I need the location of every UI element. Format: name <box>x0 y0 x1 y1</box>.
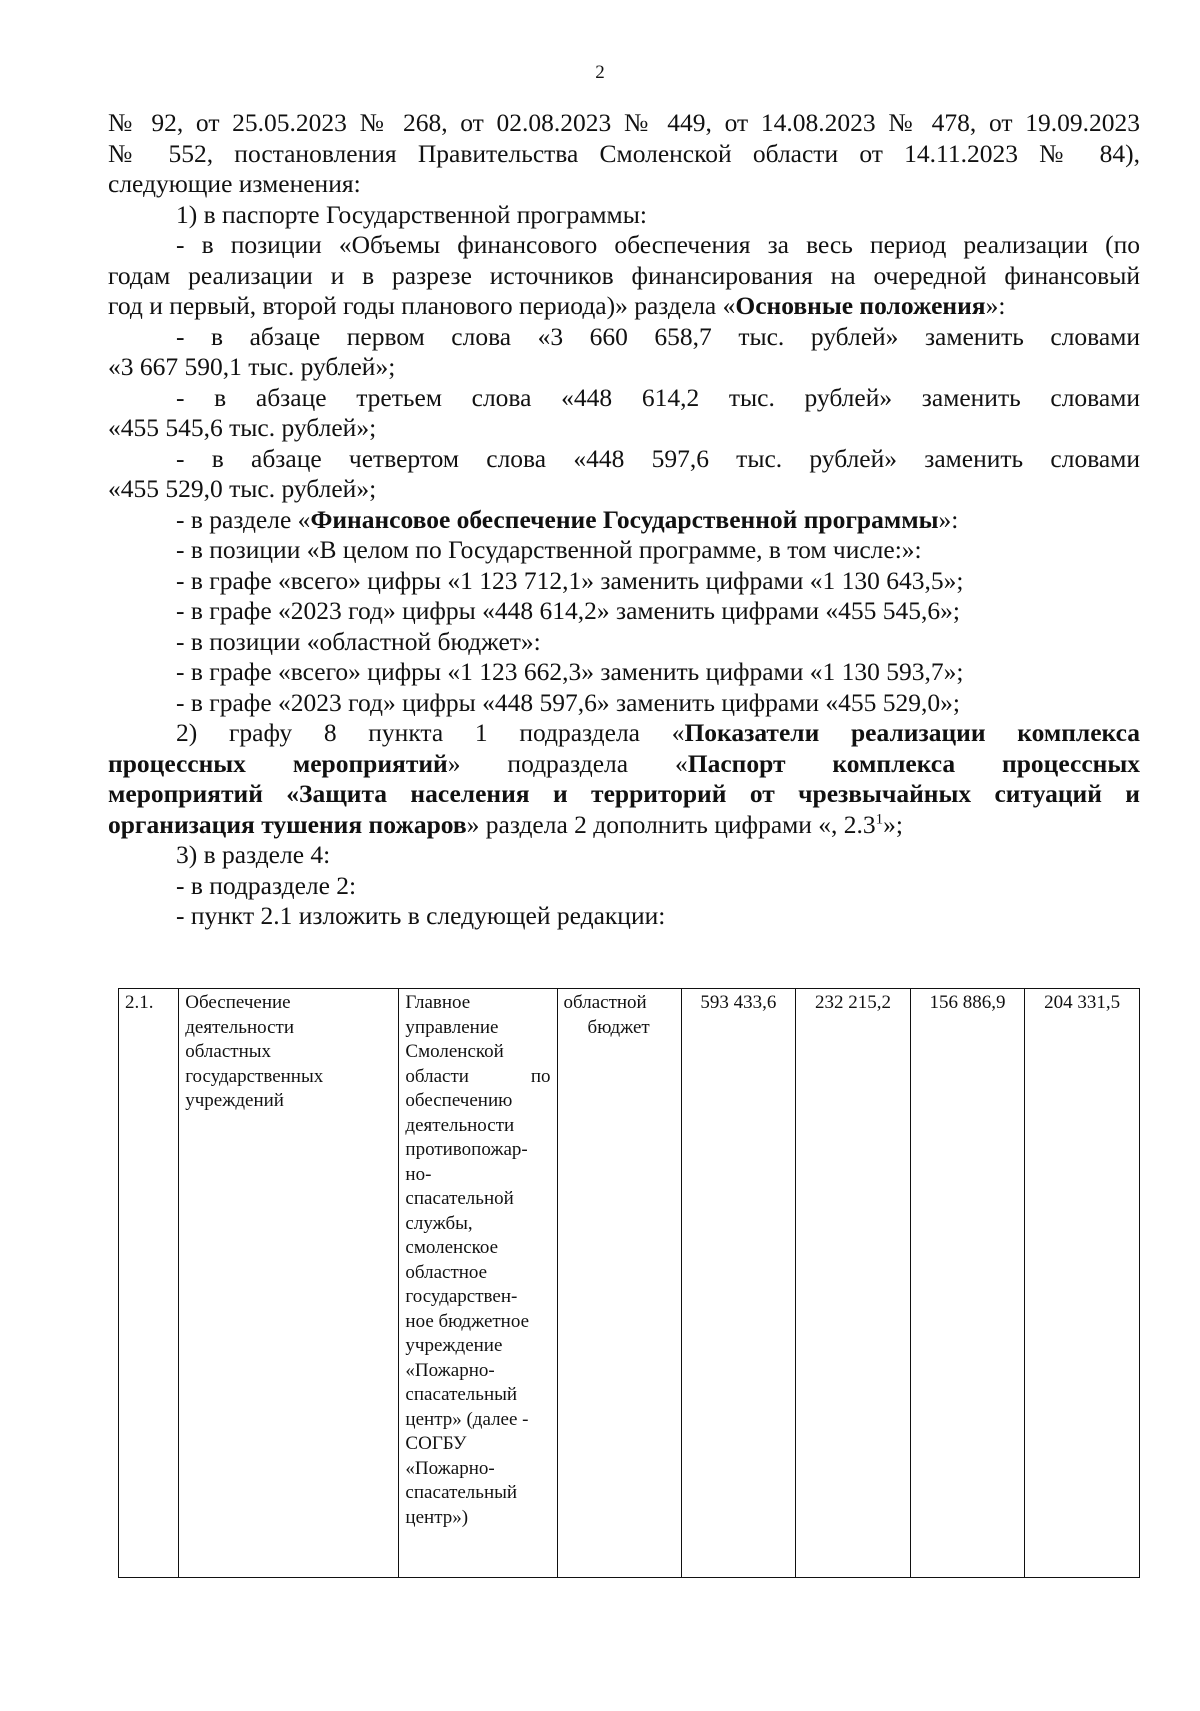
cell-text: центр» (далее - <box>405 1408 529 1430</box>
bold-text: Финансовое обеспечение Государственной программы <box>310 504 939 534</box>
table-cell-name <box>179 989 399 1578</box>
body-line: следующие изменения: <box>108 169 361 198</box>
cell-text: Обеспечение <box>185 992 291 1013</box>
text-run: » подраздела « <box>447 748 688 778</box>
cell-text: управление <box>405 1016 499 1038</box>
cell-text: государствен- <box>405 1286 518 1307</box>
body-line: - в абзаце третьем слова «448 614,2 тыс. рублей» заменить словами <box>176 382 1140 412</box>
table-row <box>119 989 1140 1578</box>
body-line: «455 529,0 тыс. рублей»; <box>108 474 377 503</box>
body-line: № 552, постановления Правительства Смоленской области от 14.11.2023 № 84), <box>108 138 1140 168</box>
table-cell-number: 2.1. <box>119 989 179 1578</box>
body-line: - в графе «2023 год» цифры «448 614,2» заменить цифрами «455 545,6»; <box>176 596 960 625</box>
bold-text: процессных мероприятий <box>108 748 448 778</box>
body-line: - в абзаце первом слова «3 660 658,7 тыс. рублей» заменить словами <box>176 321 1140 351</box>
text-run: »; <box>883 809 904 839</box>
table-cell-value: 204 331,5 <box>1025 989 1140 1578</box>
body-line <box>108 505 1140 536</box>
cell-text: обеспечению <box>405 1090 513 1111</box>
text-run: - в разделе « <box>176 504 311 534</box>
body-line <box>108 291 1140 322</box>
cell-text: противопожар- <box>405 1139 528 1160</box>
list-item: 1) в паспорте Государственной программы: <box>176 199 647 229</box>
table-cell-executor <box>399 989 557 1578</box>
footnote-mark: 1 <box>875 811 884 827</box>
cell-text: областное <box>405 1261 488 1283</box>
cell-text: учреждение <box>405 1335 503 1356</box>
text-run: год и первый, второй годы планового периода)» раздела « <box>108 291 736 320</box>
body-line <box>108 810 1140 841</box>
cell-text: бюджет <box>587 1016 650 1038</box>
cell-text: учреждений <box>185 1090 284 1111</box>
page-number: 2 <box>595 62 605 83</box>
body-line: годам реализации и в разрезе источников финансирования на очередной финансовый <box>108 260 1140 290</box>
bold-text: мероприятий «Защита населения и территорий от чрезвычайных ситуаций и <box>108 779 1140 808</box>
list-item: 3) в разделе 4: <box>176 840 331 869</box>
body-line: № 92, от 25.05.2023 № 268, от 02.08.2023 № 449, от 14.08.2023 № 478, от 19.09.2023 <box>108 108 1140 137</box>
body-line <box>108 749 1140 780</box>
bold-text: Основные положения <box>735 291 986 320</box>
text-run: »: <box>985 291 1006 320</box>
cell-text: Главное <box>405 992 471 1013</box>
body-line: «455 545,6 тыс. рублей»; <box>108 413 377 442</box>
program-table <box>118 988 1140 1578</box>
cell-text: деятельности <box>405 1114 515 1136</box>
body-line: - в графе «всего» цифры «1 123 662,3» заменить цифрами «1 130 593,7»; <box>176 657 964 686</box>
cell-text: Смоленской <box>405 1041 504 1062</box>
table-cell-source <box>557 989 681 1578</box>
document-body <box>108 108 1140 932</box>
table-cell-value: 156 886,9 <box>910 989 1025 1578</box>
body-line: - в графе «всего» цифры «1 123 712,1» заменить цифрами «1 130 643,5»; <box>176 565 964 595</box>
cell-text: центр») <box>405 1506 469 1528</box>
table-cell-value: 232 215,2 <box>796 989 911 1578</box>
cell-text: «Пожарно- <box>405 1359 495 1381</box>
bold-text: Показатели реализации комплекса <box>684 718 1140 747</box>
text-run: » раздела 2 дополнить цифрами «, 2.3 <box>466 809 876 839</box>
body-line <box>108 779 1140 810</box>
text-run: »: <box>938 504 959 534</box>
body-line: - в абзаце четвертом слова «448 597,6 тыс. рублей» заменить словами <box>176 443 1140 473</box>
body-line: - в графе «2023 год» цифры «448 597,6» заменить цифрами «455 529,0»; <box>176 687 960 717</box>
cell-text: «Пожарно- <box>405 1457 495 1479</box>
body-line: - пункт 2.1 изложить в следующей редакции: <box>176 901 666 930</box>
cell-text: государственных <box>185 1065 324 1087</box>
cell-text: спасательный <box>405 1482 518 1503</box>
cell-text: СОГБУ <box>405 1433 467 1454</box>
text-run: 2) графу 8 пункта 1 подраздела « <box>176 718 685 747</box>
body-line: - в позиции «В целом по Государственной программе, в том числе:»: <box>176 535 922 564</box>
cell-text: спасательной <box>405 1188 514 1209</box>
bold-text: организация тушения пожаров <box>108 809 467 839</box>
cell-text: ное бюджетное <box>405 1310 530 1332</box>
body-line: - в позиции «Объемы финансового обеспечения за весь период реализации (по <box>176 230 1140 259</box>
cell-text: спасательный <box>405 1384 518 1405</box>
body-line: - в подразделе 2: <box>176 870 357 900</box>
cell-text: области по <box>405 1065 551 1087</box>
cell-text: деятельности <box>185 1016 295 1038</box>
body-line <box>108 718 1140 749</box>
table-cell-value: 593 433,6 <box>681 989 796 1578</box>
body-line: - в позиции «областной бюджет»: <box>176 626 541 656</box>
cell-text: но- <box>405 1163 432 1185</box>
cell-text: областных <box>185 1041 272 1062</box>
bold-text: Паспорт комплекса процессных <box>687 748 1140 778</box>
body-line: «3 667 590,1 тыс. рублей»; <box>108 352 396 381</box>
cell-text: областной <box>563 992 647 1013</box>
cell-text: службы, <box>405 1212 473 1234</box>
cell-text: смоленское <box>405 1237 499 1258</box>
